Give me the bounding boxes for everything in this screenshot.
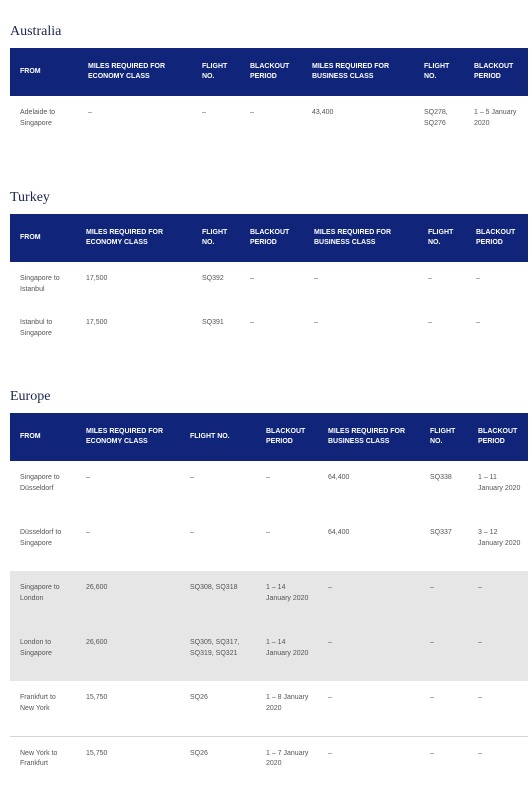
business-flight-cell: – [428, 319, 432, 326]
business-blackout-cell: – [478, 694, 482, 701]
route-cell: Singapore to Istanbul [20, 275, 60, 293]
business-flight-cell: – [420, 626, 468, 681]
table-header-row [10, 214, 528, 262]
europe-table [10, 413, 528, 791]
business-blackout-cell: – [476, 319, 480, 326]
business-miles-cell: – [314, 275, 318, 282]
economy-blackout-cell: – [250, 275, 254, 282]
route-cell: Düsseldorf to Singapore [20, 529, 62, 547]
economy-miles-cell: 26,600 [76, 571, 180, 626]
section-title-australia: Australia [10, 24, 62, 39]
route-cell: Singapore to London [10, 571, 76, 626]
economy-miles-cell: – [88, 109, 92, 116]
business-miles-cell: – [318, 626, 420, 681]
economy-flight-cell: – [190, 474, 194, 481]
economy-miles-cell: – [86, 529, 90, 536]
economy-flight-cell: – [190, 529, 194, 536]
business-flight-cell: – [420, 736, 468, 791]
economy-flight-cell: SQ391 [202, 319, 224, 326]
turkey-table [10, 214, 528, 356]
column-header: BLACKOUT PERIOD [464, 48, 528, 96]
column-header: MILES REQUIRED FOR ECONOMY CLASS [78, 48, 192, 96]
economy-blackout-cell: 1 – 7 January 2020 [256, 736, 318, 791]
economy-miles-cell: 17,500 [86, 319, 108, 326]
economy-blackout-cell: 1 – 14 January 2020 [256, 571, 318, 626]
economy-blackout-cell: – [250, 319, 254, 326]
business-flight-cell: – [430, 694, 434, 701]
section-title-turkey: Turkey [10, 190, 50, 205]
column-header: BLACKOUT PERIOD [466, 214, 528, 262]
economy-blackout-cell: 1 – 14 January 2020 [256, 626, 318, 681]
column-header: FLIGHT NO. [414, 48, 464, 96]
economy-flight-cell: SQ26 [180, 736, 256, 791]
economy-blackout-cell: – [266, 529, 270, 536]
business-flight-cell: – [428, 275, 432, 282]
business-blackout-cell: 1 – 5 January 2020 [474, 109, 517, 127]
route-cell: Singapore to Düsseldorf [20, 474, 60, 492]
business-miles-cell: – [314, 319, 318, 326]
table-row [10, 516, 528, 571]
economy-flight-cell: SQ308, SQ318 [180, 571, 256, 626]
business-blackout-cell: – [468, 626, 528, 681]
column-header: FLIGHT NO. [192, 214, 240, 262]
column-header: FROM [10, 214, 76, 262]
route-cell: London to Singapore [10, 626, 76, 681]
column-header: BLACKOUT PERIOD [468, 413, 528, 461]
economy-miles-cell: – [86, 474, 90, 481]
business-blackout-cell: 1 – 11 January 2020 [478, 474, 521, 492]
route-cell: Istanbul to Singapore [20, 319, 53, 337]
economy-flight-cell: SQ305, SQ317, SQ319, SQ321 [180, 626, 256, 681]
column-header: MILES REQUIRED FOR ECONOMY CLASS [76, 413, 180, 461]
business-flight-cell: SQ278, SQ276 [424, 109, 448, 127]
column-header: MILES REQUIRED FOR BUSINESS CLASS [302, 48, 414, 96]
australia-table [10, 48, 528, 146]
route-cell: New York to Frankfurt [10, 736, 76, 791]
column-header: FLIGHT NO. [420, 413, 468, 461]
section-title-europe: Europe [10, 389, 51, 404]
economy-blackout-cell: – [266, 474, 270, 481]
table-header-row [10, 48, 528, 96]
column-header: MILES REQUIRED FOR BUSINESS CLASS [304, 214, 418, 262]
table-header-row [10, 413, 528, 461]
economy-miles-cell: 26,600 [76, 626, 180, 681]
business-miles-cell: – [318, 736, 420, 791]
economy-flight-cell: – [202, 109, 206, 116]
business-blackout-cell: – [468, 571, 528, 626]
column-header: FROM [10, 48, 78, 96]
table-row [10, 571, 528, 626]
column-header: FROM [10, 413, 76, 461]
table-row [10, 681, 528, 736]
column-header: FLIGHT NO. [418, 214, 466, 262]
business-blackout-cell: – [468, 736, 528, 791]
table-row [10, 626, 528, 681]
business-miles-cell: 64,400 [328, 529, 350, 536]
business-blackout-cell: 3 – 12 January 2020 [478, 529, 521, 547]
economy-blackout-cell: 1 – 8 January 2020 [266, 694, 309, 712]
economy-miles-cell: 17,500 [86, 275, 108, 282]
table-row [10, 461, 528, 516]
column-header: BLACKOUT PERIOD [256, 413, 318, 461]
economy-flight-cell: SQ392 [202, 275, 224, 282]
column-header: FLIGHT NO. [180, 413, 256, 461]
route-cell: Adelaide to Singapore [20, 109, 56, 127]
business-flight-cell: SQ338 [430, 474, 452, 481]
business-miles-cell: – [318, 571, 420, 626]
route-cell: Frankfurt to New York [20, 694, 56, 712]
business-blackout-cell: – [476, 275, 480, 282]
column-header: BLACKOUT PERIOD [240, 48, 302, 96]
business-miles-cell: 64,400 [328, 474, 350, 481]
table-row [10, 96, 528, 146]
column-header: BLACKOUT PERIOD [240, 214, 304, 262]
table-row [10, 306, 528, 356]
business-miles-cell: – [328, 694, 332, 701]
column-header: MILES REQUIRED FOR ECONOMY CLASS [76, 214, 192, 262]
column-header: MILES REQUIRED FOR BUSINESS CLASS [318, 413, 420, 461]
economy-flight-cell: SQ26 [190, 694, 208, 701]
economy-miles-cell: 15,750 [86, 694, 108, 701]
economy-miles-cell: 15,750 [76, 736, 180, 791]
economy-blackout-cell: – [250, 109, 254, 116]
table-row [10, 736, 528, 791]
column-header: FLIGHT NO. [192, 48, 240, 96]
table-row [10, 262, 528, 306]
business-miles-cell: 43,400 [312, 109, 334, 116]
business-flight-cell: – [420, 571, 468, 626]
business-flight-cell: SQ337 [430, 529, 452, 536]
